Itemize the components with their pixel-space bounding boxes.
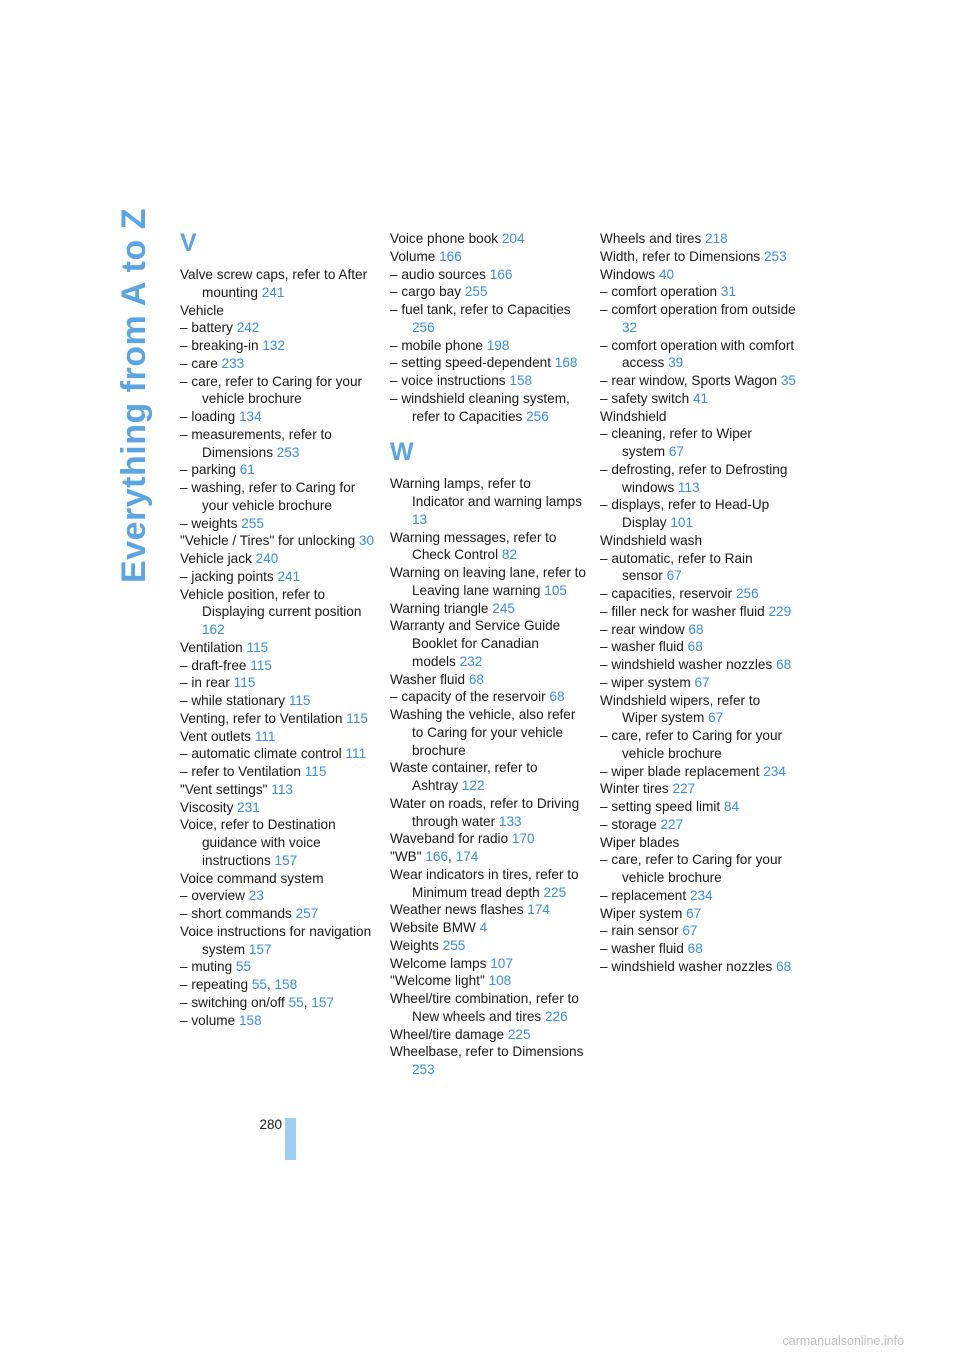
page-reference-link[interactable]: 234 bbox=[689, 887, 713, 903]
index-entry-text: – while stationary bbox=[180, 693, 286, 708]
index-entry-text: – rain sensor bbox=[600, 923, 679, 939]
index-entry-text: – mobile phone bbox=[390, 337, 483, 353]
section-letter: V bbox=[180, 229, 197, 257]
page-reference-link[interactable]: 67 bbox=[694, 674, 710, 690]
index-entry-text: – rear window, Sports Wagon bbox=[600, 373, 778, 388]
page-reference-link[interactable]: 115 bbox=[304, 764, 327, 779]
page-reference-link[interactable]: 68 bbox=[549, 689, 565, 705]
index-entry bbox=[180, 710, 376, 728]
index-entry-text: Welcome lamps bbox=[390, 955, 487, 971]
index-entry bbox=[180, 1012, 376, 1030]
index-entry-text: Warranty and Service Guide Booklet for Canadian models bbox=[390, 618, 561, 669]
page-reference-link[interactable]: 32 bbox=[622, 319, 638, 335]
index-entry bbox=[180, 337, 376, 355]
index-entry bbox=[600, 425, 796, 461]
index-entry-text: – storage bbox=[600, 816, 657, 832]
page-reference-link[interactable]: 67 bbox=[668, 444, 684, 459]
page-reference-link[interactable]: 68 bbox=[468, 671, 484, 687]
index-entry-text: "Vehicle / Tires" for unlocking bbox=[180, 533, 356, 549]
index-entry bbox=[180, 781, 376, 799]
index-entry-text: – care, refer to Caring for your vehicle brochure bbox=[180, 373, 363, 407]
page-reference-link[interactable]: 31 bbox=[720, 284, 737, 300]
index-entry bbox=[180, 479, 376, 515]
index-entry bbox=[180, 994, 376, 1012]
index-entry bbox=[180, 870, 376, 888]
page-reference-link[interactable]: 157 bbox=[248, 941, 272, 957]
index-entry bbox=[390, 990, 586, 1026]
page-reference-link[interactable]: 111 bbox=[345, 746, 367, 762]
index-entry-text: – replacement bbox=[600, 887, 687, 903]
index-entry-text: – automatic, refer to Rain sensor bbox=[600, 550, 753, 584]
index-entry bbox=[390, 706, 586, 759]
page-reference-link[interactable]: 4 bbox=[479, 920, 488, 935]
index-entry-text: – cleaning, refer to Wiper system bbox=[600, 426, 752, 459]
index-entry bbox=[390, 830, 586, 848]
page-reference-link[interactable]: 158 bbox=[509, 373, 533, 388]
index-entry-text: Vehicle jack bbox=[180, 551, 252, 566]
index-column-3 bbox=[600, 230, 796, 976]
page-reference-link[interactable]: 225 bbox=[507, 1026, 531, 1042]
index-entry-text: – jacking points bbox=[180, 568, 274, 584]
index-entry-text: – measurements, refer to Dimensions bbox=[180, 426, 332, 460]
index-entry bbox=[600, 851, 796, 887]
page-reference-link[interactable]: 253 bbox=[763, 248, 787, 264]
index-entry-text: – cargo bay bbox=[390, 284, 462, 300]
index-entry-text: – breaking-in bbox=[180, 338, 259, 353]
index-entry-text: – weights bbox=[180, 515, 238, 531]
index-entry bbox=[390, 529, 586, 565]
index-entry-text: Voice, refer to Destination guidance with voice instructions bbox=[180, 817, 336, 868]
page-reference-link[interactable]: 174 bbox=[527, 902, 550, 918]
index-entry bbox=[390, 283, 586, 301]
index-entry bbox=[600, 337, 796, 373]
page-reference-link[interactable]: 115 bbox=[346, 710, 368, 726]
page-reference-link[interactable]: 170 bbox=[511, 831, 535, 847]
index-entry-text: Vent outlets bbox=[180, 728, 252, 744]
index-entry-text: Width, refer to Dimensions bbox=[600, 248, 761, 264]
index-entry-text: Windows bbox=[600, 266, 656, 282]
index-entry-text: Valve screw caps, refer to After mounting bbox=[180, 267, 368, 300]
page-reference-link[interactable]: 67 bbox=[686, 905, 702, 921]
index-entry bbox=[180, 302, 376, 320]
index-entry-text: – switching on/off bbox=[180, 994, 285, 1010]
index-entry bbox=[390, 337, 586, 355]
index-entry-text: Wheels and tires bbox=[600, 231, 702, 246]
page-reference-link[interactable]: 226 bbox=[544, 1008, 568, 1024]
page-reference-link[interactable]: 67 bbox=[666, 568, 682, 584]
index-entry-text: Windshield bbox=[600, 408, 667, 424]
index-entry-text: – comfort operation with comfort access bbox=[600, 337, 795, 371]
index-entry-text: Wear indicators in tires, refer to Minimum tread depth bbox=[390, 866, 579, 900]
page-reference-link[interactable]: 229 bbox=[768, 603, 792, 619]
page-reference-link[interactable]: 23 bbox=[248, 888, 264, 904]
index-entry-text: – volume bbox=[180, 1012, 236, 1028]
index-entry-text: – automatic climate control bbox=[180, 746, 342, 762]
index-entry-text: – comfort operation from outside bbox=[600, 302, 796, 317]
section-letter: W bbox=[390, 438, 414, 467]
index-entry bbox=[180, 657, 376, 675]
page-reference-link[interactable]: 256 bbox=[526, 408, 549, 424]
page-reference-link[interactable]: 55 bbox=[251, 977, 267, 992]
index-entry-text: – windshield cleaning system, refer to Capacities bbox=[390, 390, 570, 424]
index-entry-text: – voice instructions bbox=[390, 373, 506, 388]
index-entry bbox=[600, 266, 796, 284]
page-reference-link[interactable]: 55 bbox=[235, 959, 252, 975]
index-entry bbox=[390, 937, 586, 955]
page-reference-link[interactable]: 240 bbox=[255, 551, 279, 566]
index-entry bbox=[390, 600, 586, 618]
index-entry-text: – capacity of the reservoir bbox=[390, 689, 546, 705]
index-entry-text: Warning on leaving lane, refer to Leaving lane warning bbox=[390, 565, 586, 598]
index-entry bbox=[390, 795, 586, 831]
index-entry-text: – parking bbox=[180, 462, 236, 478]
index-entry bbox=[600, 496, 796, 532]
index-entry-text: – windshield washer nozzles bbox=[600, 958, 773, 974]
index-entry bbox=[600, 230, 796, 248]
watermark-link[interactable]: carmanualsonline.info bbox=[782, 1334, 904, 1348]
page-reference-link[interactable]: 55 bbox=[288, 994, 304, 1010]
index-entry bbox=[180, 426, 376, 462]
index-entry bbox=[390, 564, 586, 600]
index-entry bbox=[600, 656, 796, 674]
index-entry bbox=[600, 248, 796, 266]
index-entry bbox=[390, 1043, 586, 1079]
index-entry-text: – comfort operation bbox=[600, 284, 718, 300]
page-reference-link[interactable]: 234 bbox=[763, 763, 786, 779]
index-entry-text: – washer fluid bbox=[600, 941, 684, 956]
index-entry-text: – fuel tank, refer to Capacities bbox=[390, 302, 571, 317]
index-entry bbox=[600, 958, 796, 976]
page-reference-link[interactable]: 84 bbox=[723, 799, 740, 814]
index-entry bbox=[390, 1026, 586, 1044]
index-entry bbox=[600, 940, 796, 958]
index-entry bbox=[600, 390, 796, 408]
page-reference-link[interactable]: 111 bbox=[254, 728, 276, 744]
page-reference-link[interactable]: 255 bbox=[442, 937, 466, 953]
index-entry-text: – short commands bbox=[180, 906, 292, 921]
index-entry bbox=[390, 248, 586, 266]
page-reference-link[interactable]: 105 bbox=[544, 582, 567, 598]
index-entry bbox=[600, 585, 796, 603]
index-entry bbox=[180, 745, 376, 763]
index-entry bbox=[180, 816, 376, 869]
page-reference-link[interactable]: 41 bbox=[692, 390, 709, 406]
index-entry-text: "Vent settings" bbox=[180, 781, 268, 797]
page-reference-link[interactable]: 166 bbox=[439, 248, 462, 264]
index-entry bbox=[180, 373, 376, 409]
page-reference-link[interactable]: 35 bbox=[780, 373, 796, 388]
index-entry-text: "Welcome light" bbox=[390, 973, 485, 989]
index-entry bbox=[390, 972, 586, 990]
index-entry bbox=[600, 834, 796, 852]
index-entry-text: Warning lamps, refer to Indicator and warning lamps bbox=[390, 476, 583, 509]
index-entry bbox=[600, 887, 796, 905]
index-entry bbox=[390, 688, 586, 706]
index-entry bbox=[180, 461, 376, 479]
page-reference-link[interactable]: 241 bbox=[277, 568, 301, 584]
index-entry-text: Wheel/tire damage bbox=[390, 1026, 505, 1042]
page-reference-link[interactable]: 257 bbox=[295, 906, 319, 921]
index-entry-text: Voice phone book bbox=[390, 231, 499, 246]
index-entry-text: – rear window bbox=[600, 621, 685, 637]
index-entry bbox=[180, 515, 376, 533]
index-entry bbox=[180, 639, 376, 657]
page-reference-link[interactable]: 132 bbox=[262, 338, 286, 353]
page-reference-link[interactable]: 13 bbox=[412, 511, 428, 527]
index-entry bbox=[390, 955, 586, 973]
index-entry-text: – refer to Ventilation bbox=[180, 764, 301, 779]
index-entry bbox=[390, 901, 586, 919]
index-entry-text: Wheel/tire combination, refer to New wheels and tires bbox=[390, 991, 579, 1024]
index-entry-text: – setting speed limit bbox=[600, 799, 721, 814]
index-entry bbox=[600, 674, 796, 692]
page-reference-link[interactable]: 133 bbox=[498, 813, 522, 829]
index-entry bbox=[390, 919, 586, 937]
index-entry bbox=[600, 905, 796, 923]
page-reference-link[interactable]: 67 bbox=[708, 710, 724, 726]
index-entry-text: – windshield washer nozzles bbox=[600, 657, 773, 672]
index-entry bbox=[600, 638, 796, 656]
index-entry bbox=[390, 848, 586, 866]
page-reference-link[interactable]: 158 bbox=[274, 977, 298, 992]
page-reference-link[interactable]: 231 bbox=[237, 799, 260, 815]
index-entry-text: – filler neck for washer fluid bbox=[600, 603, 765, 619]
index-entry-text: Winter tires bbox=[600, 781, 669, 797]
page-reference-link[interactable]: 255 bbox=[464, 284, 488, 300]
index-entry-text: – displays, refer to Head-Up Display bbox=[600, 497, 770, 530]
index-entry bbox=[390, 390, 586, 426]
page-ref-separator: , bbox=[303, 994, 308, 1010]
page-number: 280 bbox=[259, 1117, 282, 1132]
index-entry-text: – muting bbox=[180, 959, 233, 975]
index-entry bbox=[600, 550, 796, 586]
page-reference-link[interactable]: 218 bbox=[705, 231, 728, 246]
page-reference-link[interactable]: 115 bbox=[288, 693, 311, 708]
index-entry bbox=[390, 372, 586, 390]
index-entry bbox=[600, 372, 796, 390]
index-entry bbox=[180, 763, 376, 781]
page-reference-link[interactable]: 158 bbox=[238, 1012, 262, 1028]
page-reference-link[interactable]: 157 bbox=[311, 994, 334, 1010]
page-reference-link[interactable]: 162 bbox=[202, 622, 225, 637]
page-reference-link[interactable]: 113 bbox=[271, 781, 293, 797]
index-entry-text: Water on roads, refer to Driving through water bbox=[390, 795, 580, 829]
index-entry bbox=[600, 301, 796, 337]
index-entry bbox=[600, 408, 796, 426]
page-reference-link[interactable]: 253 bbox=[276, 444, 300, 460]
index-entry-text: – care bbox=[180, 355, 218, 371]
index-entry-text: Windshield wipers, refer to Wiper system bbox=[600, 692, 761, 726]
index-entry-text: – overview bbox=[180, 888, 245, 904]
index-entry-text: Washing the vehicle, also refer to Caring for your vehicle brochure bbox=[390, 707, 576, 758]
index-entry bbox=[390, 266, 586, 284]
index-entry-text: – care, refer to Caring for your vehicle brochure bbox=[600, 852, 783, 885]
index-entry-text: – in rear bbox=[180, 675, 230, 691]
index-entry-text: – wiper blade replacement bbox=[600, 763, 760, 779]
page-reference-link[interactable]: 82 bbox=[501, 547, 518, 563]
page-ref-separator: , bbox=[266, 977, 271, 992]
index-entry bbox=[600, 603, 796, 621]
index-entry-text: Voice instructions for navigation system bbox=[180, 923, 372, 957]
index-entry bbox=[180, 568, 376, 586]
page-reference-link[interactable]: 256 bbox=[736, 586, 759, 601]
page-reference-link[interactable]: 174 bbox=[455, 849, 479, 864]
index-entry bbox=[390, 866, 586, 902]
index-entry-text: Warning triangle bbox=[390, 600, 489, 616]
index-entry-text: Website BMW bbox=[390, 920, 476, 935]
index-entry-text: – capacities, reservoir bbox=[600, 586, 733, 601]
page-number-bar bbox=[285, 1118, 296, 1160]
page-reference-link[interactable]: 122 bbox=[461, 778, 485, 793]
index-entry bbox=[180, 799, 376, 817]
index-entry-text: – audio sources bbox=[390, 266, 486, 282]
page-reference-link[interactable]: 241 bbox=[261, 284, 285, 300]
index-entry-text: Windshield wash bbox=[600, 532, 702, 548]
index-entry-text: Weights bbox=[390, 937, 439, 953]
page-reference-link[interactable]: 68 bbox=[687, 941, 703, 956]
index-entry bbox=[600, 727, 796, 763]
index-entry-text: Wiper system bbox=[600, 905, 683, 921]
index-entry-text: Viscosity bbox=[180, 799, 234, 815]
page-reference-link[interactable]: 198 bbox=[486, 337, 510, 353]
index-entry-text: Vehicle bbox=[180, 302, 224, 318]
page-reference-link[interactable]: 101 bbox=[670, 515, 694, 530]
index-entry bbox=[600, 798, 796, 816]
page-reference-link[interactable]: 115 bbox=[246, 639, 269, 655]
page-reference-link[interactable]: 166 bbox=[489, 266, 513, 282]
index-entry bbox=[600, 621, 796, 639]
index-entry bbox=[600, 461, 796, 497]
index-entry bbox=[180, 692, 376, 710]
index-entry-text: – loading bbox=[180, 409, 236, 424]
index-entry-text: Voice command system bbox=[180, 870, 324, 886]
index-entry bbox=[180, 532, 376, 550]
page-reference-link[interactable]: 39 bbox=[668, 355, 684, 371]
index-entry-text: Waste container, refer to Ashtray bbox=[390, 760, 538, 793]
page-reference-link[interactable]: 115 bbox=[233, 675, 256, 691]
index-column-1 bbox=[180, 230, 376, 1029]
page-reference-link[interactable]: 227 bbox=[672, 781, 696, 797]
page-ref-separator: , bbox=[448, 849, 452, 864]
page-reference-link[interactable]: 166 bbox=[425, 849, 449, 864]
index-entry bbox=[180, 266, 376, 302]
page-reference-link[interactable]: 108 bbox=[488, 973, 512, 989]
index-entry bbox=[180, 905, 376, 923]
page-reference-link[interactable]: 232 bbox=[459, 653, 483, 669]
index-entry-text: Venting, refer to Ventilation bbox=[180, 710, 343, 726]
index-entry bbox=[180, 728, 376, 746]
page-reference-link[interactable]: 68 bbox=[687, 639, 703, 655]
page-reference-link[interactable]: 233 bbox=[221, 355, 245, 371]
index-entry-text: – defrosting, refer to Defrosting windows bbox=[600, 461, 788, 495]
page-reference-link[interactable]: 253 bbox=[412, 1062, 435, 1077]
section-side-title bbox=[112, 207, 156, 583]
page-reference-link[interactable]: 40 bbox=[658, 266, 675, 282]
index-entry-text: Weather news flashes bbox=[390, 902, 524, 918]
index-entry bbox=[390, 354, 586, 372]
index-entry-text: – safety switch bbox=[600, 390, 690, 406]
index-entry-text: – battery bbox=[180, 320, 233, 336]
page-reference-link[interactable]: 225 bbox=[543, 884, 567, 900]
index-entry bbox=[180, 319, 376, 337]
index-entry-text: Wheelbase, refer to Dimensions bbox=[390, 1044, 584, 1060]
index-entry bbox=[600, 692, 796, 728]
index-entry-text: – washing, refer to Caring for your vehicle brochure bbox=[180, 480, 356, 513]
page-reference-link[interactable]: 68 bbox=[688, 621, 704, 637]
index-entry-text: Wiper blades bbox=[600, 834, 680, 850]
index-entry-text: Warning messages, refer to Check Control bbox=[390, 529, 557, 563]
index-entry-text: – care, refer to Caring for your vehicle brochure bbox=[600, 728, 783, 761]
page-reference-link[interactable]: 61 bbox=[239, 462, 255, 478]
index-entry-text: – draft-free bbox=[180, 657, 247, 673]
index-entry bbox=[600, 532, 796, 550]
index-entry bbox=[390, 759, 586, 795]
index-entry bbox=[600, 780, 796, 798]
page-reference-link[interactable]: 245 bbox=[492, 600, 515, 616]
page-reference-link[interactable]: 115 bbox=[250, 657, 272, 673]
index-entry bbox=[180, 958, 376, 976]
page-reference-link[interactable]: 67 bbox=[682, 923, 698, 939]
index-entry bbox=[180, 408, 376, 426]
index-entry bbox=[600, 283, 796, 301]
index-entry bbox=[600, 922, 796, 940]
page-reference-link[interactable]: 107 bbox=[490, 955, 513, 971]
index-entry-text: Vehicle position, refer to Displaying current position bbox=[180, 586, 362, 620]
page-reference-link[interactable]: 242 bbox=[236, 320, 260, 336]
index-entry-text: Ventilation bbox=[180, 639, 243, 655]
index-entry bbox=[600, 816, 796, 834]
page-reference-link[interactable]: 157 bbox=[274, 852, 298, 868]
index-entry bbox=[180, 674, 376, 692]
index-entry bbox=[390, 617, 586, 670]
page-reference-link[interactable]: 256 bbox=[412, 319, 435, 335]
index-entry bbox=[180, 550, 376, 568]
index-entry bbox=[390, 230, 586, 248]
index-entry bbox=[180, 355, 376, 373]
index-entry bbox=[180, 923, 376, 959]
page-reference-link[interactable]: 255 bbox=[241, 515, 264, 531]
index-entry-text: – repeating bbox=[180, 977, 249, 992]
index-entry-text: "WB" bbox=[390, 849, 422, 864]
index-entry-text: – washer fluid bbox=[600, 639, 684, 655]
index-entry bbox=[390, 301, 586, 337]
index-entry bbox=[390, 671, 586, 689]
index-entry bbox=[390, 475, 586, 528]
index-entry bbox=[180, 976, 376, 994]
index-column-2 bbox=[390, 230, 586, 1079]
index-entry-text: – setting speed-dependent bbox=[390, 355, 551, 371]
index-entry-text: Volume bbox=[390, 248, 436, 264]
index-entry bbox=[180, 586, 376, 639]
page-reference-link[interactable]: 30 bbox=[358, 533, 375, 549]
page-reference-link[interactable]: 68 bbox=[776, 958, 792, 974]
page-reference-link[interactable]: 68 bbox=[776, 657, 792, 672]
page-reference-link[interactable]: 204 bbox=[501, 231, 525, 246]
index-entry-text: – wiper system bbox=[600, 674, 691, 690]
page-reference-link[interactable]: 168 bbox=[554, 355, 578, 371]
index-entry bbox=[600, 763, 796, 781]
page-reference-link[interactable]: 227 bbox=[660, 816, 684, 832]
index-entry-text: Waveband for radio bbox=[390, 831, 509, 847]
index-entry bbox=[180, 887, 376, 905]
page-reference-link[interactable]: 113 bbox=[677, 479, 700, 495]
side-title-text: Everything from A to Z bbox=[114, 207, 153, 583]
index-entry-text: Washer fluid bbox=[390, 671, 466, 687]
page-reference-link[interactable]: 134 bbox=[238, 409, 262, 424]
